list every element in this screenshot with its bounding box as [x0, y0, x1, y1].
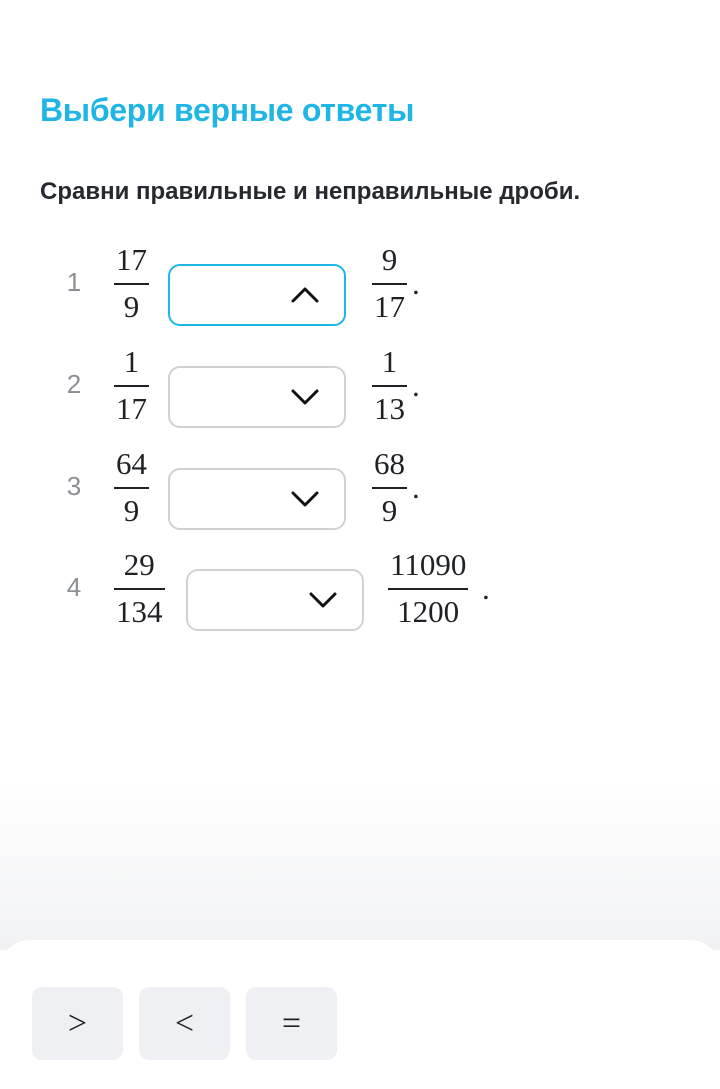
- task-text: Сравни правильные и неправильные дроби.: [40, 178, 581, 205]
- denominator: 9: [123, 288, 140, 324]
- denominator: 1200: [397, 593, 460, 629]
- chevron-down-icon: [290, 489, 320, 509]
- comparison-row: [0, 545, 720, 641]
- chevron-down-icon: [290, 387, 320, 407]
- compare-dropdown[interactable]: [168, 468, 346, 530]
- denominator: 17: [116, 390, 147, 426]
- numerator: 29: [123, 547, 155, 582]
- numerator: 11090: [390, 547, 467, 582]
- right-fraction: [388, 545, 468, 632]
- fraction-bar: [114, 487, 149, 489]
- numerator: 9: [381, 242, 398, 277]
- fraction-bar: [114, 588, 165, 590]
- period: .: [412, 470, 420, 505]
- fraction-bar: [372, 283, 407, 285]
- less-than-option[interactable]: <: [139, 987, 230, 1060]
- fraction-bar: [388, 588, 468, 590]
- right-fraction: [372, 444, 407, 531]
- row-number: 3: [66, 471, 82, 501]
- numerator: 64: [116, 446, 147, 481]
- page-title: Выбери верные ответы: [40, 92, 415, 128]
- numerator: 17: [116, 242, 147, 277]
- compare-dropdown[interactable]: [168, 264, 346, 326]
- comparison-row: [0, 444, 720, 540]
- denominator: 134: [116, 593, 163, 629]
- period: .: [412, 266, 420, 301]
- equals-option[interactable]: =: [246, 987, 337, 1060]
- row-number: 2: [66, 369, 82, 399]
- numerator: 1: [381, 344, 398, 379]
- background-fade: [0, 780, 720, 950]
- greater-than-option[interactable]: >: [32, 987, 123, 1060]
- chevron-up-icon: [290, 285, 320, 305]
- compare-dropdown[interactable]: [186, 569, 364, 631]
- answer-options-panel: [0, 940, 720, 1089]
- fraction-bar: [372, 385, 407, 387]
- compare-dropdown[interactable]: [168, 366, 346, 428]
- row-number: 1: [66, 267, 82, 297]
- numerator: 1: [123, 344, 140, 379]
- left-fraction: [114, 240, 149, 327]
- fraction-bar: [114, 283, 149, 285]
- fraction-bar: [372, 487, 407, 489]
- period: .: [412, 368, 420, 403]
- period: .: [482, 571, 490, 606]
- left-fraction: [114, 545, 165, 632]
- row-number: 4: [66, 572, 82, 602]
- right-fraction: [372, 240, 407, 327]
- left-fraction: [114, 342, 149, 429]
- comparison-row: [0, 240, 720, 336]
- chevron-down-icon: [308, 590, 338, 610]
- left-fraction: [114, 444, 149, 531]
- comparison-row: [0, 342, 720, 438]
- denominator: 13: [374, 390, 405, 426]
- denominator: 17: [374, 288, 405, 324]
- numerator: 68: [374, 446, 405, 481]
- fraction-bar: [114, 385, 149, 387]
- denominator: 9: [381, 492, 398, 528]
- right-fraction: [372, 342, 407, 429]
- denominator: 9: [123, 492, 140, 528]
